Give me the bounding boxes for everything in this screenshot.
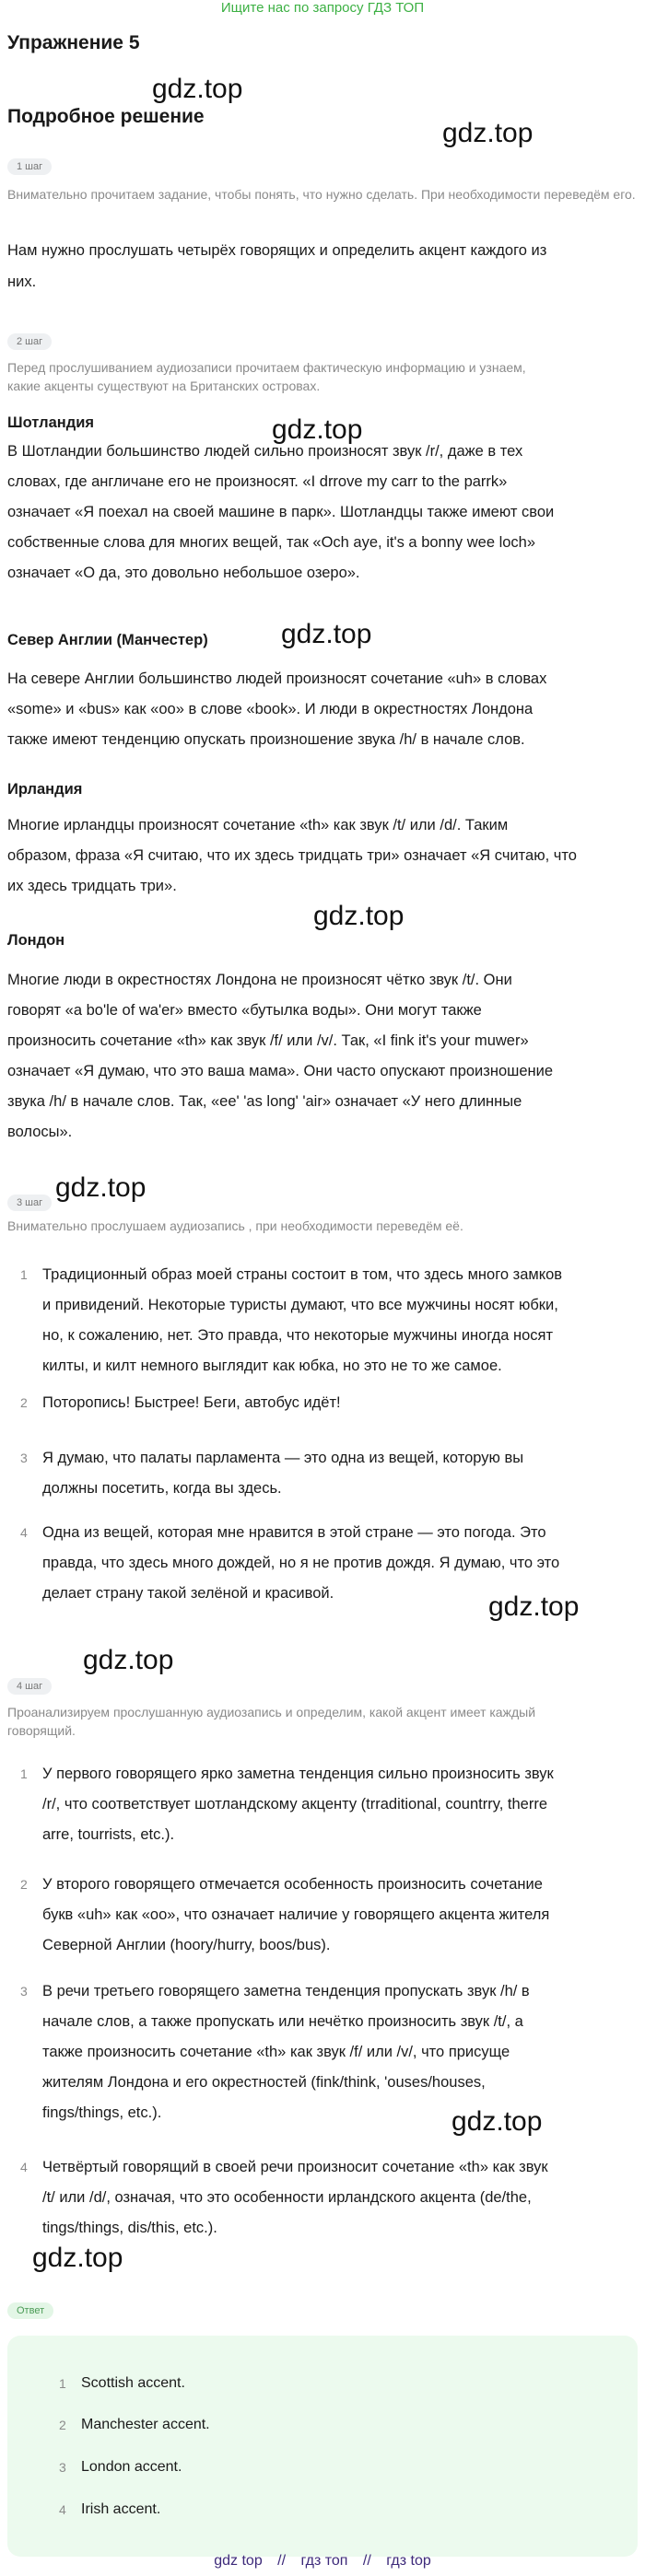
body-line: означает «Я думаю, что это ваша мама». Они часто опускают произношение [7, 1063, 554, 1079]
list-line: tings/things, dis/this, etc.). [42, 2220, 217, 2236]
list-number: 3 [20, 1451, 28, 1465]
body-line: словах, где англичане его не произносят. «I drrove my carr to the parrk» [7, 473, 508, 490]
body-line: их здесь тридцать три». [7, 878, 177, 894]
footer-link[interactable]: гдз топ [300, 2553, 348, 2569]
list-line: /r/, что соответствует шотландскому акценту (trraditional, countrry, therre [42, 1796, 548, 1813]
watermark: gdz.top [488, 1591, 580, 1622]
section-heading: Лондон [7, 932, 65, 949]
watermark: gdz.top [442, 118, 534, 148]
step-badge: 3 шаг [7, 1195, 52, 1211]
footer-separator: // [362, 2553, 371, 2569]
body-line: означает «О да, это довольно небольшое озеро». [7, 565, 360, 581]
list-number: 2 [20, 1395, 28, 1410]
answer-item: London accent. [81, 2459, 182, 2475]
list-line: правда, что здесь много дождей, но я не против дождя. Я думаю, что это [42, 1555, 560, 1571]
watermark: gdz.top [313, 901, 405, 931]
body-line: образом, фраза «Я считаю, что их здесь тридцать три» означает «Я считаю, что [7, 847, 577, 864]
footer-link[interactable]: gdz top [214, 2553, 263, 2569]
list-line: У второго говорящего отмечается особенность произносить сочетание [42, 1876, 543, 1893]
step-hint: Внимательно прослушаем аудиозапись , при необходимости переведём её. [7, 1218, 463, 1233]
body-line: Нам нужно прослушать четырёх говорящих и определить акцент каждого из [7, 242, 547, 259]
body-line: звука /h/ в начале слов. Так, «ee' 'as long' 'air» означает «У него длинные [7, 1093, 522, 1110]
answer-item: Irish accent. [81, 2501, 161, 2517]
page-title: Упражнение 5 [7, 32, 140, 53]
step-hint: какие акценты существуют на Британских островах. [7, 379, 321, 393]
body-line: Многие ирландцы произносят сочетание «th» как звук /t/ или /d/. Таким [7, 817, 509, 833]
section-heading: Ирландия [7, 781, 83, 798]
footer-link[interactable]: гдз top [386, 2553, 431, 2569]
list-line: Традиционный образ моей страны состоит в том, что здесь много замков [42, 1266, 563, 1283]
body-line: волосы». [7, 1124, 73, 1140]
step-hint: Проанализируем прослушанную аудиозапись и определим, какой акцент имеет каждый [7, 1705, 536, 1719]
body-line: них. [7, 274, 37, 290]
answer-badge: Ответ [7, 2302, 53, 2319]
body-line: На севере Англии большинство людей произносят сочетание «uh» в словах [7, 670, 547, 687]
watermark: gdz.top [83, 1645, 174, 1675]
answer-number: 2 [59, 2418, 66, 2432]
body-line: также имеют тенденцию опускать произношение звука /h/ в начале слов. [7, 731, 525, 748]
list-line: также произносить сочетание «th» как звук /f/ или /v/, что присуще [42, 2044, 510, 2060]
list-line: /t/ или /d/, означая, что это особенности ирландского акцента (de/the, [42, 2189, 532, 2206]
footer-separator: // [277, 2553, 287, 2569]
body-line: означает «Я поехал на своей машине в парк». Шотландцы также имеют свои [7, 504, 555, 520]
list-line: но, к сожалению, нет. Это правда, что некоторые мужчины иногда носят [42, 1327, 554, 1344]
list-line: жителям Лондона и его окрестностей (fink/think, 'ouses/houses, [42, 2074, 486, 2091]
answer-item: Manchester accent. [81, 2417, 210, 2432]
list-number: 4 [20, 2160, 28, 2174]
watermark: gdz.top [281, 619, 372, 649]
watermark: gdz.top [55, 1172, 147, 1203]
body-line: произносить сочетание «th» как звук /f/ или /v/. Так, «I fink it's your muwer» [7, 1032, 529, 1049]
footer-links [0, 2551, 645, 2571]
list-line: Я думаю, что палаты парламента — это одна из вещей, которую вы [42, 1450, 524, 1466]
list-line: и привидений. Некоторые туристы думают, что все мужчины носят юбки, [42, 1297, 558, 1313]
list-line: букв «uh» как «oo», что означает наличие у говорящего акцента жителя [42, 1906, 550, 1923]
step-hint: Внимательно прочитаем задание, чтобы понять, что нужно сделать. При необходимости переведём его. [7, 187, 636, 202]
list-line: должны посетить, когда вы здесь. [42, 1480, 282, 1497]
body-line: говорят «a bo'le of wa'er» вместо «бутылка воды». Они могут также [7, 1002, 482, 1019]
top-banner[interactable]: Ищите нас по запросу ГДЗ ТОП [220, 0, 425, 16]
answer-number: 4 [59, 2502, 66, 2517]
list-number: 3 [20, 1984, 28, 1999]
list-line: arre, tourrists, etc.). [42, 1826, 175, 1843]
list-line: килты, и килт немного выглядит как юбка, но это не то же самое. [42, 1358, 502, 1374]
list-line: fings/things, etc.). [42, 2104, 162, 2121]
list-line: У первого говорящего ярко заметна тенденция сильно произносить звук [42, 1766, 554, 1782]
list-line: Одна из вещей, которая мне нравится в этой стране — это погода. Это [42, 1524, 546, 1541]
subtitle: Подробное решение [7, 106, 205, 127]
answer-box [7, 2336, 638, 2557]
step-hint: говорящий. [7, 1723, 76, 1738]
answer-item: Scottish accent. [81, 2375, 185, 2391]
list-number: 1 [20, 1267, 28, 1282]
step-badge: 2 шаг [7, 333, 52, 350]
list-line: делает страну такой зелёной и красивой. [42, 1585, 334, 1602]
watermark: gdz.top [32, 2243, 123, 2273]
section-heading: Шотландия [7, 414, 94, 431]
list-line: Поторопись! Быстрее! Беги, автобус идёт! [42, 1394, 341, 1411]
body-line: В Шотландии большинство людей сильно произносят звук /r/, даже в тех [7, 443, 523, 460]
step-badge: 1 шаг [7, 158, 52, 175]
body-line: Многие люди в окрестностях Лондона не произносят чётко звук /t/. Они [7, 972, 512, 988]
list-number: 1 [20, 1766, 28, 1781]
body-line: собственные слова для многих вещей, так «Och aye, it's a bonny wee loch» [7, 534, 536, 551]
section-heading: Север Англии (Манчестер) [7, 632, 208, 648]
list-line: Северной Англии (hoory/hurry, boos/bus). [42, 1937, 331, 1953]
watermark: gdz.top [452, 2106, 543, 2137]
list-line: В речи третьего говорящего заметна тенденция пропускать звук /h/ в [42, 1983, 530, 1999]
step-hint: Перед прослушиванием аудиозаписи прочитаем фактическую информацию и узнаем, [7, 360, 526, 375]
watermark: gdz.top [152, 74, 243, 104]
answer-number: 3 [59, 2460, 66, 2475]
watermark: gdz.top [272, 414, 363, 445]
answer-number: 1 [59, 2376, 66, 2391]
list-number: 2 [20, 1877, 28, 1892]
body-line: «some» и «bus» как «oo» в слове «book». И люди в окрестностях Лондона [7, 701, 534, 717]
list-line: начале слов, а также пропускать или нечётко произносить звук /t/, а [42, 2013, 523, 2030]
list-line: Четвёртый говорящий в своей речи произносит сочетание «th» как звук [42, 2159, 548, 2175]
step-badge: 4 шаг [7, 1678, 52, 1695]
list-number: 4 [20, 1525, 28, 1540]
